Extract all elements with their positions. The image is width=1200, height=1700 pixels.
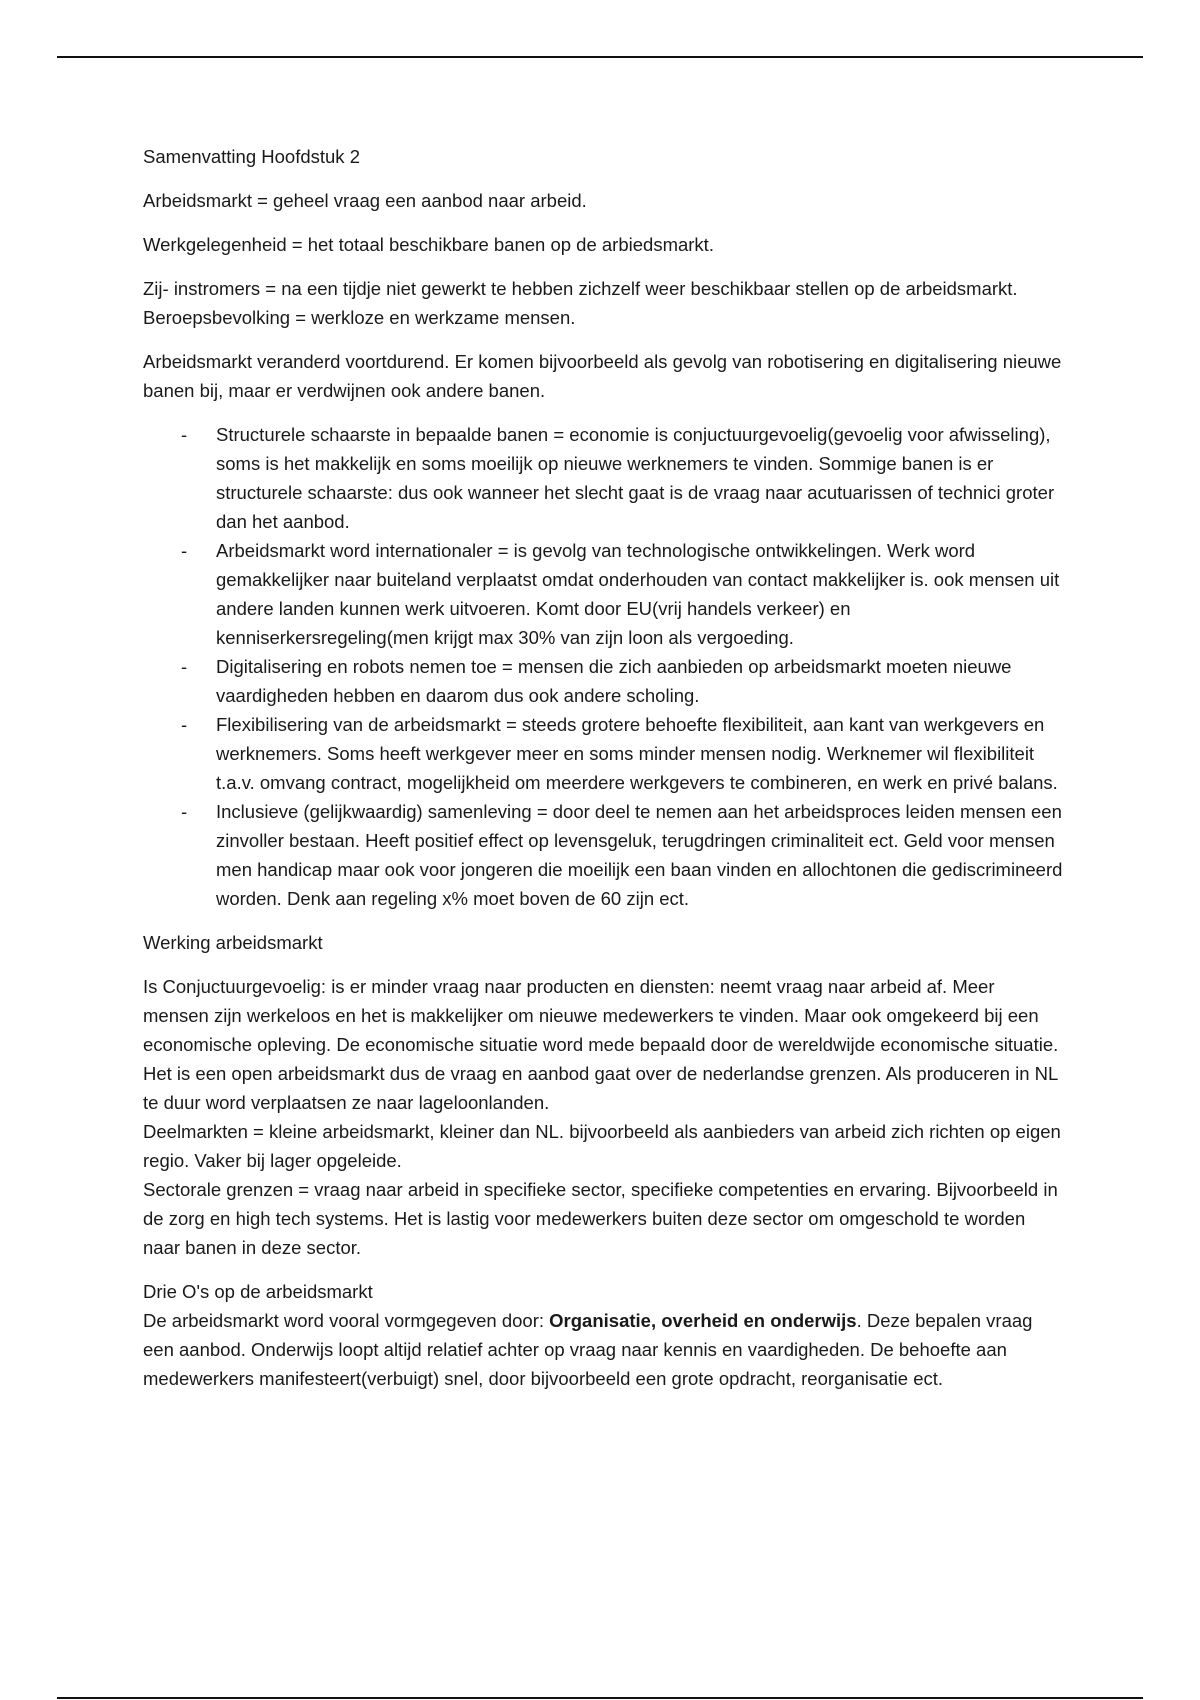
list-item-text: Digitalisering en robots nemen toe = mensen die zich aanbieden op arbeidsmarkt moeten nieuwe vaardigheden hebben en daarom dus ook andere scholing. — [216, 656, 1012, 706]
list-item — [143, 652, 1063, 710]
deelmarkten-paragraph: Deelmarkten = kleine arbeidsmarkt, kleiner dan NL. bijvoorbeeld als aanbieders van arbeid zich richten op eigen regio. Vaker bij lager opgeleide. — [143, 1121, 1061, 1171]
section-heading-drie-os: Drie O's op de arbeidsmarkt — [143, 1281, 373, 1302]
drie-os-paragraph — [143, 1306, 1063, 1393]
drie-os-rest: . Deze bepalen vraag een aanbod. Onderwijs loopt altijd relatief achter op vraag naar kennis en vaardigheden. De behoefte aan medewerkers manifesteert(verbuigt) snel, door bijvoorbeeld een grote opdracht, reorganisatie ect. — [143, 1310, 1033, 1389]
werking-block — [143, 972, 1063, 1262]
document-body — [143, 142, 1063, 1408]
list-item-text: Inclusieve (gelijkwaardig) samenleving = door deel te nemen aan het arbeidsproces leiden mensen een zinvoller bestaan. Heeft positief effect op levensgeluk, terugdringen criminaliteit ect. Geld voor mensen men handicap maar ook voor jongeren die moeilijk een baan vinden en allochtonen die gediscrimineerd worden. Denk aan regeling x% moet boven de 60 zijn ect. — [216, 801, 1063, 909]
document-title: Samenvatting Hoofdstuk 2 — [143, 146, 360, 167]
list-item-text: Structurele schaarste in bepaalde banen = economie is conjuctuurgevoelig(gevoelig voor afwisseling), soms is het makkelijk en soms moeilijk op nieuwe werknemers te vinden. Sommige banen is er structurele schaarste: dus ook wanneer het slecht gaat is de vraag naar acutuarissen of technici groter dan het aanbod. — [216, 424, 1055, 532]
sectorale-paragraph: Sectorale grenzen = vraag naar arbeid in specifieke sector, specifieke competenties en ervaring. Bijvoorbeeld in de zorg en high tech systems. Het is lastig voor medewerkers buiten deze sector om omgeschold te worden naar banen in deze sector. — [143, 1179, 1058, 1258]
list-item — [143, 710, 1063, 797]
werking-paragraph: Is Conjuctuurgevoelig: is er minder vraag naar producten en diensten: neemt vraag naar arbeid af. Meer mensen zijn werkeloos en het is makkelijker om nieuwe medewerkers te vinden. Maar ook omgekeerd bij een economische opleving. De economische situatie word mede bepaald door de wereldwijde economische situatie. Het is een open arbeidsmarkt dus de vraag en aanbod gaat over de nederlandse grenzen. Als produceren in NL te duur word verplaatsen ze naar lageloonlanden. — [143, 976, 1059, 1113]
section-heading-werking: Werking arbeidsmarkt — [143, 932, 323, 953]
definition-werkgelegenheid: Werkgelegenheid = het totaal beschikbare banen op de arbiedsmarkt. — [143, 234, 714, 255]
trends-list — [143, 420, 1063, 913]
bullet-dash: - — [181, 656, 188, 677]
list-item — [143, 797, 1063, 913]
list-item — [143, 536, 1063, 652]
intro-paragraph: Arbeidsmarkt veranderd voortdurend. Er komen bijvoorbeeld als gevolg van robotisering en digitalisering nieuwe banen bij, maar er verdwijnen ook andere banen. — [143, 351, 1062, 401]
bullet-dash: - — [181, 801, 188, 822]
definition-arbeidsmarkt: Arbeidsmarkt = geheel vraag een aanbod naar arbeid. — [143, 190, 587, 211]
list-item-text: Flexibilisering van de arbeidsmarkt = steeds grotere behoefte flexibiliteit, aan kant van werkgevers en werknemers. Soms heeft werkgever meer en soms minder mensen nodig. Werknemer wil flexibiliteit t.a.v. omvang contract, mogelijkheid om meerdere werkgevers te combineren, en werk en privé balans. — [216, 714, 1058, 793]
definition-zij-instromers: Zij- instromers = na een tijdje niet gewerkt te hebben zichzelf weer beschikbaar stellen op de arbeidsmarkt. — [143, 278, 1018, 299]
bullet-dash: - — [181, 714, 188, 735]
bullet-dash: - — [181, 540, 188, 561]
drie-os-intro: De arbeidsmarkt word vooral vormgegeven door: — [143, 1310, 550, 1331]
definition-beroepsbevolking: Beroepsbevolking = werkloze en werkzame mensen. — [143, 307, 576, 328]
drie-os-block — [143, 1277, 1063, 1393]
list-item — [143, 420, 1063, 536]
definitions-block — [143, 274, 1063, 332]
drie-os-bold: Organisatie, overheid en onderwijs — [549, 1310, 857, 1331]
footer-rule — [57, 1697, 1143, 1699]
bullet-dash: - — [181, 424, 188, 445]
list-item-text: Arbeidsmarkt word internationaler = is gevolg van technologische ontwikkelingen. Werk word gemakkelijker naar buiteland verplaatst omdat onderhouden van contact makkelijker is. ook mensen uit andere landen kunnen werk uitvoeren. Komt door EU(vrij handels verkeer) en kenniserkersregeling(men krijgt max 30% van zijn loon als vergoeding. — [216, 540, 1060, 648]
header-rule — [57, 56, 1143, 58]
